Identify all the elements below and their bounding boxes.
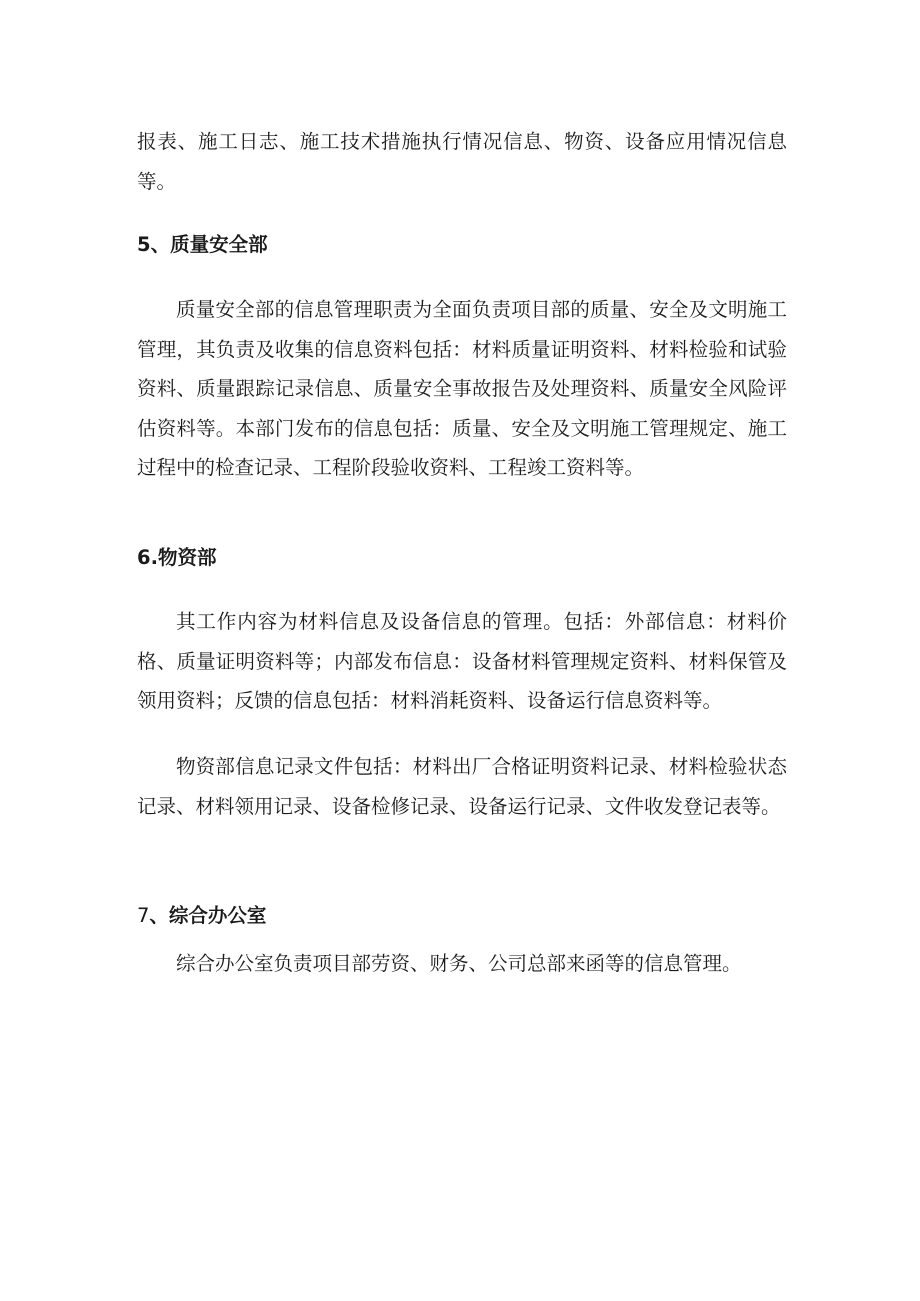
- section-6-paragraph-1: 其工作内容为材料信息及设备信息的管理。包括：外部信息：材料价格、质量证明资料等；内部发布信息：设备材料管理规定资料、材料保管及领用资料；反馈的信息包括：材料消耗资料、设备运行信息资料等。: [137, 610, 787, 712]
- section-7-paragraph: 综合办公室负责项目部劳资、财务、公司总部来函等的信息管理。: [176, 952, 742, 975]
- section-5-title: 、质量安全部: [150, 233, 268, 256]
- intro-paragraph: 报表、施工日志、施工技术措施执行情况信息、物资、设备应用情况信息等。: [137, 130, 787, 193]
- section-5-heading: [137, 230, 787, 260]
- section-5-number: 5: [137, 233, 151, 256]
- section-6-heading: [137, 543, 787, 573]
- section-7-title: 、综合办公室: [149, 904, 267, 927]
- section-6-title: 物资部: [157, 546, 217, 569]
- section-5-paragraph: 质量安全部的信息管理职责为全面负责项目部的质量、安全及文明施工管理，其负责及收集的信息资料包括：材料质量证明资料、材料检验和试验资料、质量跟踪记录信息、质量安全事故报告及处理资料、质量安全风险评估资料等。本部门发布的信息包括：质量、安全及文明施工管理规定、施工过程中的检查记录、工程阶段验收资料、工程竣工资料等。: [137, 298, 787, 479]
- section-6-paragraph-2: 物资部信息记录文件包括：材料出厂合格证明资料记录、材料检验状态记录、材料领用记录、设备检修记录、设备运行记录、文件收发登记表等。: [137, 755, 787, 818]
- section-7-number: 7: [137, 904, 150, 927]
- section-7-heading: [137, 901, 787, 931]
- section-6-number: 6.: [137, 546, 158, 569]
